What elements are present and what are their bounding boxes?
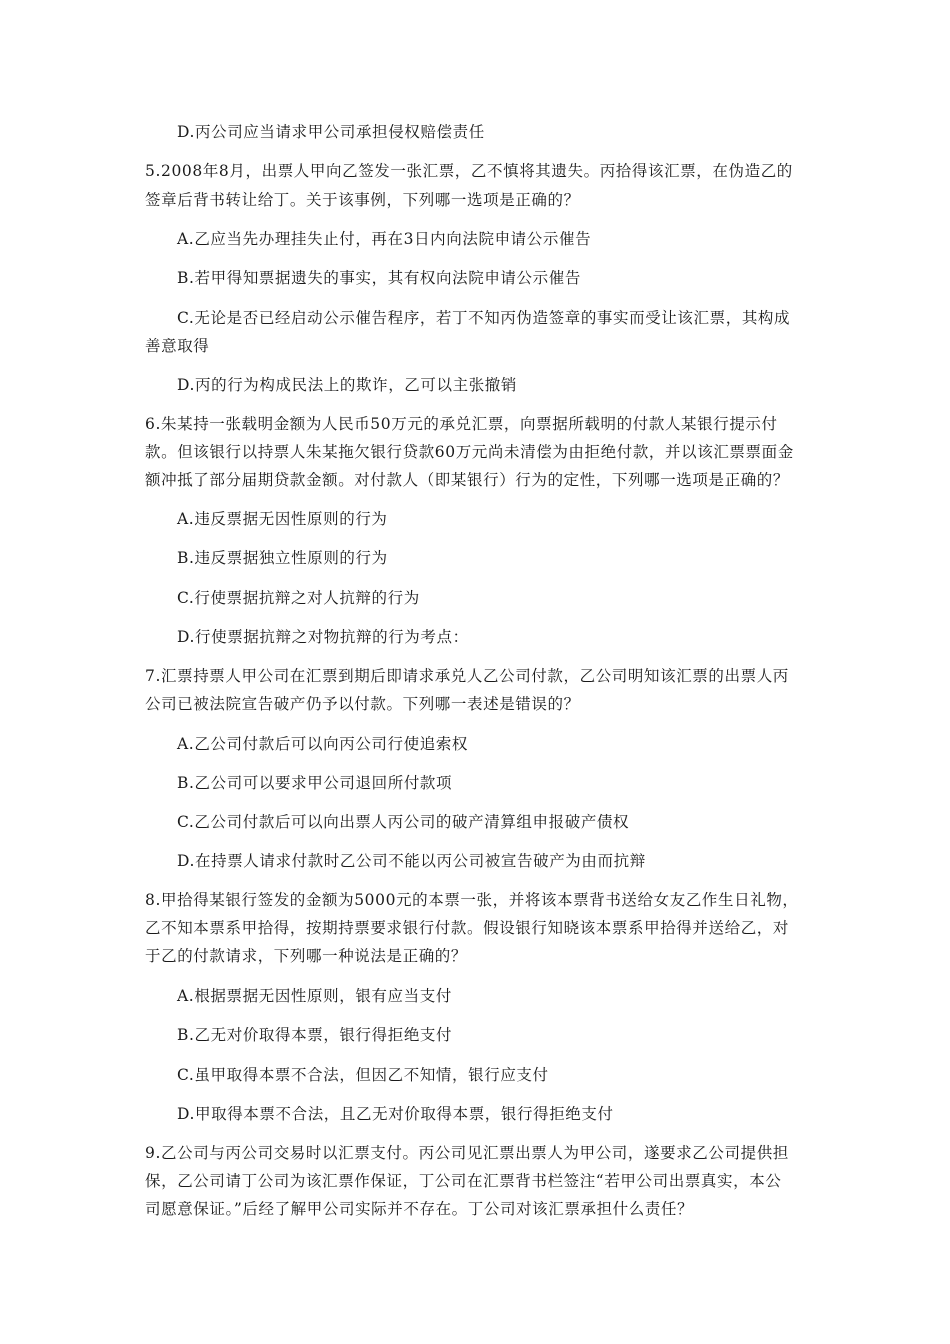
option-7d: D.在持票人请求付款时乙公司不能以丙公司被宣告破产为由而抗辩 xyxy=(177,852,646,870)
question-5-line-1: 5.2008年8月，出票人甲向乙签发一张汇票，乙不慎将其遗失。丙拾得该汇票，在伪造乙的 xyxy=(145,162,793,180)
option-5c-line-1: C.无论是否已经启动公示催告程序，若丁不知丙伪造签章的事实而受让该汇票，其构成 xyxy=(177,309,791,327)
question-7-line-2: 公司已被法院宣告破产仍予以付款。下列哪一表述是错误的？ xyxy=(145,695,580,713)
question-8-line-3: 于乙的付款请求，下列哪一种说法是正确的？ xyxy=(145,947,468,965)
question-9-line-3: 司愿意保证。”后经了解甲公司实际并不存在。丁公司对该汇票承担什么责任？ xyxy=(145,1200,694,1218)
question-7-line-1: 7.汇票持票人甲公司在汇票到期后即请求承兑人乙公司付款，乙公司明知该汇票的出票人丙 xyxy=(145,667,789,685)
question-9-line-2: 保，乙公司请丁公司为该汇票作保证，丁公司在汇票背书栏签注“若甲公司出票真实，本公 xyxy=(145,1172,782,1190)
option-5a: A.乙应当先办理挂失止付，再在3日内向法院申请公示催告 xyxy=(177,230,592,248)
option-6d: D.行使票据抗辩之对物抗辩的行为考点： xyxy=(177,628,469,646)
question-5-line-2: 签章后背书转让给丁。关于该事例，下列哪一选项是正确的？ xyxy=(145,191,580,209)
option-5b: B.若甲得知票据遗失的事实，其有权向法院申请公示催告 xyxy=(177,269,581,287)
option-7c: C.乙公司付款后可以向出票人丙公司的破产清算组申报破产债权 xyxy=(177,813,630,831)
option-7a: A.乙公司付款后可以向丙公司行使追索权 xyxy=(177,735,469,753)
question-6-line-2: 款。但该银行以持票人朱某拖欠银行贷款60万元尚未清偿为由拒绝付款，并以该汇票票面金 xyxy=(145,443,794,461)
question-6-line-1: 6.朱某持一张载明金额为人民币50万元的承兑汇票，向票据所载明的付款人某银行提示付 xyxy=(145,415,778,433)
option-8c: C.虽甲取得本票不合法，但因乙不知情，银行应支付 xyxy=(177,1066,549,1084)
option-8a: A.根据票据无因性原则，银有应当支付 xyxy=(177,987,452,1005)
option-6a: A.违反票据无因性原则的行为 xyxy=(177,510,388,528)
option-8d: D.甲取得本票不合法，且乙无对价取得本票，银行得拒绝支付 xyxy=(177,1105,614,1123)
option-5c-line-2: 善意取得 xyxy=(145,337,210,355)
option-5d: D.丙的行为构成民法上的欺诈，乙可以主张撤销 xyxy=(177,376,518,394)
option-6b: B.违反票据独立性原则的行为 xyxy=(177,549,388,567)
question-6-line-3: 额冲抵了部分届期贷款金额。对付款人（即某银行）行为的定性，下列哪一选项是正确的？ xyxy=(145,471,790,489)
option-4d: D.丙公司应当请求甲公司承担侵权赔偿责任 xyxy=(177,123,485,141)
option-6c: C.行使票据抗辩之对人抗辩的行为 xyxy=(177,589,420,607)
option-7b: B.乙公司可以要求甲公司退回所付款项 xyxy=(177,774,453,792)
question-8-line-1: 8.甲拾得某银行签发的金额为5000元的本票一张，并将该本票背书送给女友乙作生日礼物， xyxy=(145,891,799,909)
question-9-line-1: 9.乙公司与丙公司交易时以汇票支付。丙公司见汇票出票人为甲公司，遂要求乙公司提供担 xyxy=(145,1144,789,1162)
option-8b: B.乙无对价取得本票，银行得拒绝支付 xyxy=(177,1026,453,1044)
question-8-line-2: 乙不知本票系甲拾得，按期持票要求银行付款。假设银行知晓该本票系甲拾得并送给乙，对 xyxy=(145,919,790,937)
